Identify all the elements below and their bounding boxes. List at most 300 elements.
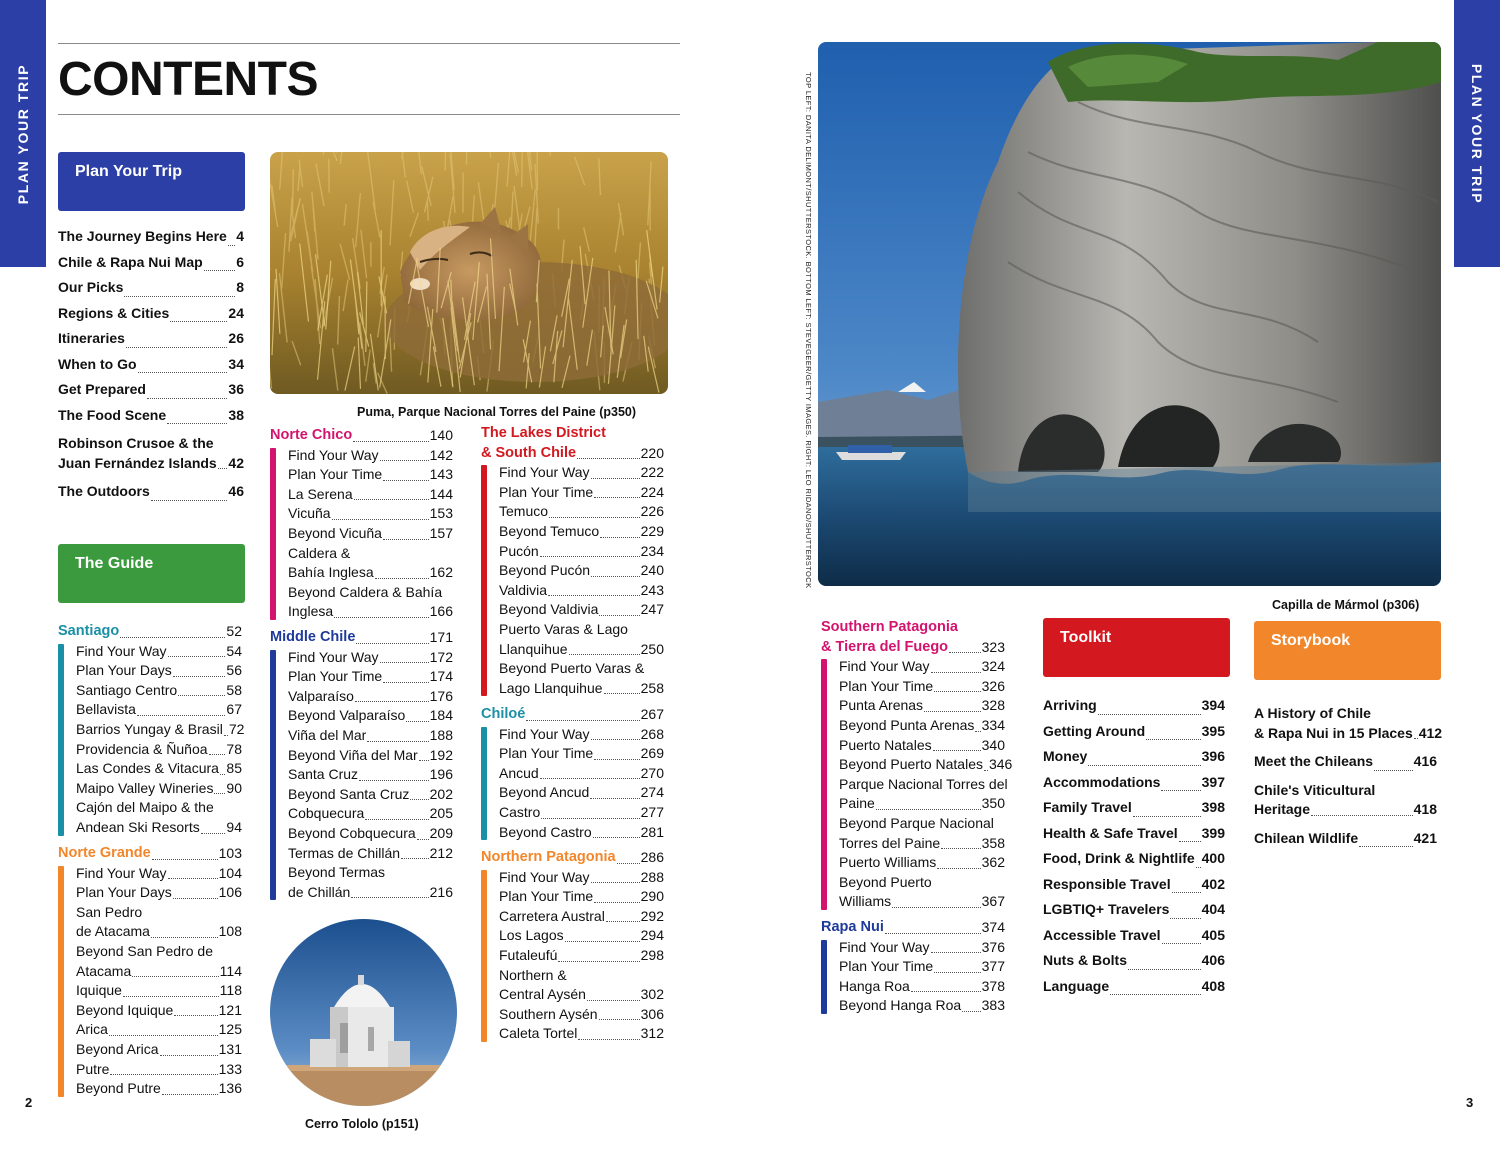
dot-leader: [565, 941, 640, 942]
dot-leader: [587, 1000, 640, 1001]
dot-leader: [383, 480, 428, 481]
toc-entry-title: Torres del Paine: [839, 834, 941, 851]
toc-page-number: 312: [640, 1025, 664, 1042]
toc-entry-title: Find Your Way: [288, 446, 379, 463]
toc-entry: [499, 985, 664, 1005]
dot-leader: [594, 759, 639, 760]
dot-leader: [941, 848, 980, 849]
toc-entry: [58, 377, 244, 403]
toc-page-number: 267: [640, 706, 664, 722]
toc-entry-line: A History of Chile: [1254, 705, 1371, 721]
toc-entry-title: Williams: [839, 893, 892, 910]
dot-leader: [151, 500, 228, 501]
toc-entry: [1043, 897, 1225, 923]
dot-leader: [949, 652, 981, 653]
toc-entry-title: Health & Safe Travel: [1043, 824, 1178, 841]
dot-leader: [934, 972, 980, 973]
dot-leader: [1359, 846, 1413, 847]
toc-entry: [1254, 800, 1437, 826]
toc-entry: [839, 755, 1013, 775]
dot-leader: [1172, 892, 1201, 893]
toc-entry: [288, 524, 453, 544]
toc-entry: [499, 887, 664, 907]
toc-entry: [839, 696, 1005, 716]
toc-entry-title: Juan Fernández Islands: [58, 454, 217, 471]
toc-page-number: 243: [640, 581, 664, 598]
toc-entry: [499, 783, 664, 803]
toc-entry-title: Arica: [76, 1021, 108, 1038]
toc-entry: [839, 794, 1005, 814]
toc-entry-title: Atacama: [76, 962, 132, 979]
toc-page-number: 157: [429, 524, 453, 541]
toc-page-number: 324: [981, 658, 1005, 675]
dot-leader: [934, 691, 980, 692]
toc-entry-title: Regions & Cities: [58, 304, 170, 321]
toc-entry-title: Heritage: [1254, 801, 1311, 818]
toc-page-number: 240: [640, 562, 664, 579]
toc-lakes-district: [481, 424, 664, 698]
toc-entry: [288, 687, 453, 707]
toc-southern-patagonia: [821, 618, 1013, 912]
dot-leader: [599, 615, 639, 616]
toc-entry: [58, 479, 244, 505]
toc-page-number: 376: [981, 938, 1005, 955]
toc-entry-title: Plan Your Time: [288, 668, 383, 685]
dot-leader: [577, 458, 640, 459]
toc-page-number: 288: [640, 868, 664, 885]
dot-leader: [1146, 739, 1201, 740]
toc-entry-title: Futaleufú: [499, 946, 558, 963]
dot-leader: [359, 780, 429, 781]
toc-entry: [499, 764, 664, 784]
toc-entry-line: San Pedro: [76, 903, 143, 920]
toc-entry-line: Beyond Puerto Varas &: [499, 660, 645, 677]
dot-leader: [1311, 815, 1413, 816]
toc-entry-title: Lago Llanquihue: [499, 679, 603, 696]
toc-entry: [76, 922, 242, 942]
toc-entry-title: Find Your Way: [76, 864, 167, 881]
toc-entry: [499, 1005, 664, 1025]
storybook-heading: Storybook: [1271, 632, 1351, 649]
tololo-caption: Cerro Tololo (p151): [305, 1117, 419, 1131]
toc-page-number: 400: [1201, 850, 1225, 866]
toc-entry-title: Temuco: [499, 503, 549, 520]
toc-entry-title: Beyond Temuco: [499, 522, 600, 539]
dot-leader: [120, 637, 225, 638]
toc-entry-title: Plan Your Days: [76, 884, 172, 901]
toc-entry-line: Puerto Varas & Lago: [499, 620, 628, 637]
toc-page-number: 153: [429, 505, 453, 522]
toc-page-number: 136: [218, 1080, 242, 1097]
toc-entry: [288, 804, 453, 824]
toc-entry: [288, 844, 453, 864]
dot-leader: [334, 617, 428, 618]
marmol-photo: [818, 42, 1441, 586]
the-guide-box: [58, 544, 245, 603]
dot-leader: [220, 774, 225, 775]
dot-leader: [380, 662, 429, 663]
dot-leader: [168, 656, 226, 657]
toc-entry: [1043, 795, 1225, 821]
toc-page-number: 108: [218, 923, 242, 940]
toc-page-number: 405: [1201, 926, 1225, 943]
region-subentries: [821, 657, 1013, 912]
toc-entry-line: Parque Nacional Torres del: [839, 775, 1008, 792]
toc-entry-title: Find Your Way: [839, 938, 930, 955]
toc-entry: [839, 957, 1005, 977]
toc-entry: [288, 446, 453, 466]
dot-leader: [594, 497, 639, 498]
toc-page-number: 142: [429, 446, 453, 463]
toc-page-number: 281: [640, 823, 664, 840]
dot-leader: [931, 952, 981, 953]
dot-leader: [124, 296, 235, 297]
toc-entry-title: Hanga Roa: [839, 977, 910, 994]
toc-page-number: 36: [228, 381, 244, 397]
dot-leader: [1098, 714, 1201, 715]
toc-entry-line: Robinson Crusoe & the: [58, 435, 214, 451]
toc-page-number: 6: [236, 253, 244, 270]
toc-page-number: 176: [429, 687, 453, 704]
toc-entry-title: Beyond Iquique: [76, 1001, 174, 1018]
toc-entry: [1043, 923, 1225, 949]
toc-entry: [270, 426, 453, 446]
dot-leader: [931, 672, 981, 673]
toc-page-number: 298: [640, 946, 664, 963]
toc-entry-title: Beyond Putre: [76, 1080, 161, 1097]
region-heading: [58, 844, 242, 864]
toc-page-number: 188: [429, 726, 453, 743]
photo-credit: TOP LEFT: DANITA DELIMONT/SHUTTERSTOCK. BOTTOM LEFT: STEVEGEER/GETTY IMAGES. RIGHT: LEO RIDANO/SHUTTERSTOCK: [804, 72, 813, 589]
toc-entry: [288, 602, 453, 622]
toc-entry-title: de Atacama: [76, 923, 150, 940]
toc-entry-title: Accommodations: [1043, 773, 1161, 790]
dot-leader: [367, 741, 428, 742]
toc-entry-line: Northern &: [499, 966, 567, 983]
toc-page-number: 106: [218, 884, 242, 901]
side-tab-left: [0, 0, 46, 267]
toc-entry-title: Termas de Chillán: [288, 844, 401, 861]
toc-page-number: 362: [981, 854, 1005, 871]
side-tab-label: PLAN YOUR TRIP: [15, 63, 31, 204]
observatory-illustration: [270, 919, 457, 1106]
toc-entry-title: Chiloé: [481, 706, 526, 722]
toc-page-number: 192: [429, 746, 453, 763]
toc-page-number: 144: [429, 485, 453, 502]
toc-santiago: [58, 622, 245, 838]
toc-entry-line: Southern Patagonia: [821, 619, 958, 635]
dot-leader: [540, 556, 640, 557]
toc-entry-title: Plan Your Time: [499, 483, 594, 500]
plan-your-trip-list: [58, 224, 244, 505]
toc-entry: [499, 868, 664, 888]
toc-page-number: 205: [429, 805, 453, 822]
toc-entry-title: Chile & Rapa Nui Map: [58, 253, 203, 270]
region-subentries: [270, 446, 453, 622]
toc-page-number: 118: [219, 982, 242, 999]
toc-entry-title: Plan Your Days: [76, 662, 172, 679]
dot-leader: [1110, 994, 1201, 995]
toc-entry: [58, 224, 244, 250]
page-number-left: 2: [25, 1095, 33, 1110]
toc-entry: [821, 638, 1005, 658]
toc-page-number: 202: [429, 785, 453, 802]
toc-page-number: 78: [226, 740, 242, 757]
dot-leader: [1196, 867, 1201, 868]
dot-leader: [1161, 790, 1200, 791]
toc-entry: [499, 640, 664, 660]
toc-entry-title: Pucón: [499, 542, 539, 559]
toc-page-number: 378: [981, 977, 1005, 994]
toc-page-number: 270: [640, 764, 664, 781]
toc-page-number: 54: [226, 642, 242, 659]
toc-page-number: 395: [1201, 722, 1225, 739]
toc-entry-line: Caldera &: [288, 544, 351, 561]
toc-page-number: 103: [218, 845, 242, 861]
toc-entry: [58, 326, 244, 352]
toc-entry-title: Ancud: [499, 764, 539, 781]
dot-leader: [214, 793, 225, 794]
dot-leader: [591, 882, 640, 883]
toc-entry: [58, 844, 242, 864]
toc-page-number: 90: [226, 779, 242, 796]
dot-leader: [332, 519, 429, 520]
toc-entry: [499, 823, 664, 843]
region-heading: [481, 705, 664, 725]
dot-leader: [138, 372, 228, 373]
dot-leader: [1088, 765, 1200, 766]
toc-entry-title: Puerto Natales: [839, 736, 932, 753]
toc-page-number: 58: [226, 681, 242, 698]
toc-entry: [270, 628, 453, 648]
toc-entry: [58, 403, 244, 429]
toc-entry-title: Punta Arenas: [839, 697, 924, 714]
toc-page-number: 4: [236, 228, 244, 244]
puma-caption: Puma, Parque Nacional Torres del Paine (p350): [357, 405, 637, 419]
toc-entry: [288, 667, 453, 687]
toc-entry: [76, 642, 242, 662]
toc-entry: [1254, 749, 1437, 775]
toc-entry-title: & South Chile: [481, 444, 577, 461]
toc-entry-title: Los Lagos: [499, 927, 564, 944]
toc-page-number: 421: [1413, 829, 1437, 846]
toc-entry: [499, 522, 664, 542]
dot-leader: [1162, 943, 1201, 944]
dot-leader: [1133, 816, 1201, 817]
dot-leader: [132, 976, 218, 977]
toc-entry-title: Our Picks: [58, 279, 124, 295]
dot-leader: [558, 961, 639, 962]
dot-leader: [599, 1019, 640, 1020]
toc-entry-title: Plan Your Time: [839, 958, 934, 975]
region-heading: [270, 628, 453, 648]
toc-norte-chico: [270, 426, 453, 622]
toc-page-number: 125: [218, 1021, 242, 1038]
toc-entry-title: Puerto Williams: [839, 854, 937, 871]
toc-page-number: 292: [640, 907, 664, 924]
region-subentries: [481, 463, 664, 698]
toc-entry-title: Beyond Valparaíso: [288, 707, 406, 724]
toc-entry: [499, 744, 664, 764]
toc-entry: [499, 946, 664, 966]
dot-leader: [168, 878, 218, 879]
toc-page-number: 402: [1201, 875, 1225, 892]
toc-entry-title: Beyond Castro: [499, 823, 592, 840]
toc-entry-title: Santiago: [58, 623, 120, 639]
toc-entry: [1043, 872, 1225, 898]
toc-entry: [839, 677, 1005, 697]
region-subentries: [270, 648, 453, 903]
toc-page-number: 367: [981, 893, 1005, 910]
toc-entry: [499, 907, 664, 927]
region-heading: [481, 848, 664, 868]
toc-entry-title: Money: [1043, 748, 1088, 764]
dot-leader: [173, 898, 218, 899]
dot-leader: [578, 1039, 639, 1040]
toc-entry: [76, 779, 242, 799]
toc-page-number: 26: [228, 330, 244, 346]
toc-page-number: 171: [429, 629, 453, 645]
dot-leader: [975, 731, 980, 732]
toc-page-number: 224: [640, 483, 664, 500]
toc-entry-title: & Tierra del Fuego: [821, 638, 949, 655]
toc-entry: [1043, 770, 1225, 796]
toc-entry-title: Maipo Valley Wineries: [76, 779, 214, 796]
toc-page-number: 143: [429, 466, 453, 483]
toc-entry-title: Rapa Nui: [821, 919, 884, 935]
toc-entry-title: Find Your Way: [288, 648, 379, 665]
toc-entry-title: Get Prepared: [58, 381, 146, 397]
toc-page-number: 350: [981, 795, 1005, 812]
dot-leader: [892, 907, 981, 908]
toc-entry: [1043, 821, 1225, 847]
toc-page-number: 416: [1413, 753, 1437, 770]
toc-entry: [288, 785, 453, 805]
toc-entry-line: The Lakes District: [481, 425, 606, 441]
dot-leader: [160, 1055, 218, 1056]
dot-leader: [417, 839, 429, 840]
toc-entry: [288, 765, 453, 785]
toc-entry: [481, 444, 664, 464]
dot-leader: [876, 809, 981, 810]
toc-entry-title: Southern Aysén: [499, 1005, 598, 1022]
dot-leader: [351, 897, 428, 898]
toc-page-number: 121: [218, 1001, 242, 1018]
toc-entry-title: Viña del Mar: [288, 726, 367, 743]
toc-entry-line: Beyond Caldera & Bahía: [288, 583, 443, 600]
toc-entry-title: Arriving: [1043, 697, 1097, 713]
dot-leader: [126, 347, 227, 348]
dot-leader: [540, 778, 640, 779]
dot-leader: [419, 760, 429, 761]
toc-entry-title: Plan Your Time: [288, 466, 383, 483]
side-tab-label: PLAN YOUR TRIP: [1469, 63, 1485, 204]
toc-entry: [1254, 724, 1443, 750]
dot-leader: [110, 1074, 217, 1075]
toc-entry-title: Santiago Centro: [76, 681, 178, 698]
toc-page-number: 166: [429, 603, 453, 620]
dot-leader: [109, 1035, 218, 1036]
dot-leader: [617, 863, 640, 864]
toc-page-number: 209: [429, 824, 453, 841]
toc-entry: [58, 352, 244, 378]
toc-entry-title: Find Your Way: [499, 464, 590, 481]
dot-leader: [1414, 738, 1418, 739]
toc-entry: [76, 1040, 242, 1060]
toc-page-number: 377: [981, 958, 1005, 975]
toc-page-number: 294: [640, 927, 664, 944]
toc-entry-title: The Journey Begins Here: [58, 228, 227, 244]
region-subentries: [481, 868, 664, 1044]
page-title: CONTENTS: [58, 53, 318, 106]
toc-entry: [288, 706, 453, 726]
toc-page-number: 302: [640, 986, 664, 1003]
toc-entry: [499, 463, 664, 483]
toc-page-number: 24: [228, 304, 244, 321]
toc-entry: [499, 502, 664, 522]
toc-entry: [76, 864, 242, 884]
toc-page-number: 46: [228, 483, 244, 500]
toc-page-number: 340: [981, 736, 1005, 753]
toc-entry-title: Find Your Way: [499, 868, 590, 885]
toc-entry-title: Carretera Austral: [499, 907, 605, 924]
dot-leader: [123, 996, 219, 997]
toc-entry: [1043, 744, 1225, 770]
toc-page-number: 268: [640, 725, 664, 742]
toc-entry-title: Chilean Wildlife: [1254, 829, 1359, 846]
toc-norte-grande: [58, 844, 242, 1099]
toc-entry-line: Cajón del Maipo & the: [76, 799, 214, 816]
toc-entry: [76, 818, 242, 838]
toc-entry-title: Itineraries: [58, 330, 125, 346]
toc-page-number: 334: [981, 716, 1005, 733]
toc-page-number: 52: [226, 623, 242, 639]
dot-leader: [406, 721, 428, 722]
dot-leader: [167, 423, 227, 424]
dot-leader: [590, 798, 639, 799]
toc-rapa-nui: [821, 918, 1005, 1016]
toc-entry-title: The Food Scene: [58, 406, 167, 423]
dot-leader: [355, 701, 429, 702]
toc-entry-title: Castro: [499, 803, 541, 820]
toc-entry-title: Plan Your Time: [499, 888, 594, 905]
toc-entry-title: Bahía Inglesa: [288, 564, 374, 581]
toc-page-number: 216: [429, 883, 453, 900]
toc-entry-line: Chile's Viticultural: [1254, 781, 1376, 798]
toc-entry-title: Getting Around: [1043, 722, 1146, 739]
toc-entry: [76, 1079, 242, 1099]
toc-page-number: 269: [640, 745, 664, 762]
toc-page-number: 34: [228, 355, 244, 372]
toc-page-number: 8: [236, 279, 244, 295]
toc-entry-title: Beyond Puerto Natales: [839, 756, 983, 773]
toc-page-number: 234: [640, 542, 664, 559]
toc-entry-title: Accessible Travel: [1043, 926, 1161, 943]
region-subentries: [481, 725, 664, 843]
toc-entry-title: Beyond Vicuña: [288, 524, 382, 541]
toc-page-number: 274: [640, 784, 664, 801]
tololo-photo: [270, 919, 457, 1106]
region-heading: [821, 618, 1005, 657]
toc-entry-title: Language: [1043, 977, 1110, 994]
toc-entry: [76, 962, 242, 982]
dot-leader: [353, 441, 428, 442]
dot-leader: [356, 643, 428, 644]
toc-entry: [58, 454, 244, 480]
dot-leader: [354, 499, 429, 500]
toc-entry-line: Beyond Puerto: [839, 873, 932, 890]
toc-entry: [76, 981, 242, 1001]
